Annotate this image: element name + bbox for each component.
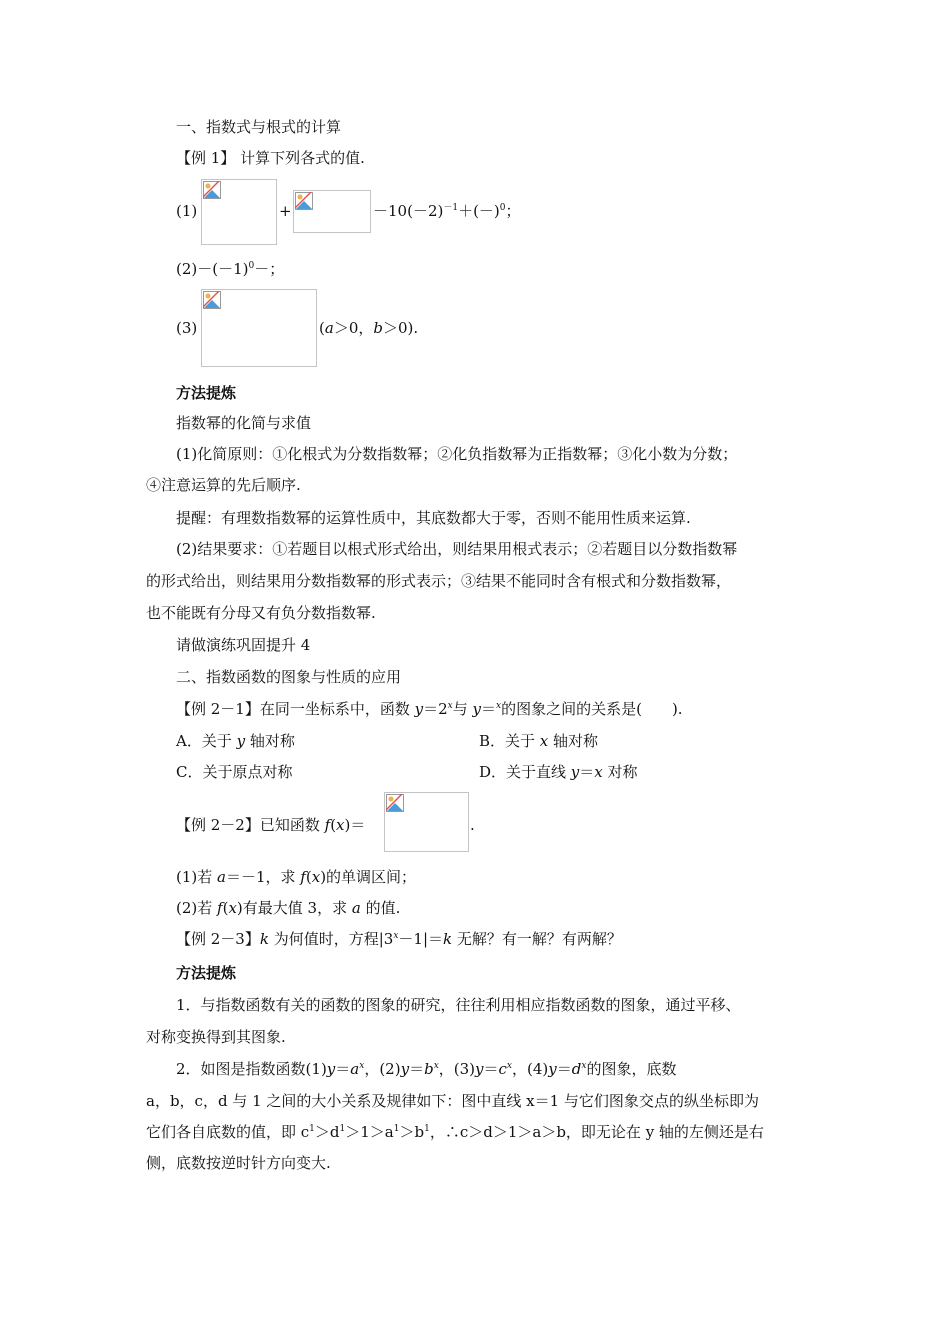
section-1-heading: 一、指数式与根式的计算 bbox=[176, 118, 342, 136]
ex1-part1-tail: $-10(-2)^{-1}+(-)^0$； bbox=[373, 202, 521, 220]
method-2-line-4: a，b，c，d 与 1 之间的大小关系及规律如下：图中直线 x＝1 与它们图象交点的纵坐标即为 bbox=[146, 1092, 759, 1110]
method-2-line-3: 2．如图是指数函数$(1)y=a^x$，$(2)y=b^x$，$(3)y=c^x$，$(4)y=d^x$的图象，底数 bbox=[176, 1060, 677, 1078]
practice-note-1: 请做演练巩固提升 4 bbox=[176, 636, 311, 654]
ex22-question-2: (2)若 f(x)有最大值 3，求 a 的值. bbox=[176, 899, 401, 917]
option-a: A．关于 y 轴对称 bbox=[176, 732, 295, 750]
method-2-title: 方法提炼 bbox=[176, 964, 237, 982]
formula-image bbox=[201, 179, 277, 245]
broken-image-icon bbox=[203, 291, 221, 309]
ex1-part1-label: (1) bbox=[176, 202, 198, 220]
method-2-line-6: 侧，底数按逆时针方向变大. bbox=[146, 1154, 331, 1172]
method-2-line-2: 对称变换得到其图象. bbox=[146, 1028, 286, 1046]
broken-image-icon bbox=[295, 192, 313, 210]
broken-image-icon bbox=[203, 181, 221, 199]
formula-image bbox=[293, 190, 371, 233]
formula-image bbox=[384, 792, 469, 852]
method-1-line-6: 也不能既有分母又有负分数指数幂. bbox=[146, 604, 376, 622]
example-1-title: 【例 1】 计算下列各式的值. bbox=[176, 149, 365, 167]
option-c: C．关于原点对称 bbox=[176, 763, 293, 781]
method-1-line-2: ④注意运算的先后顺序. bbox=[146, 476, 301, 494]
method-1-line-4: (2)结果要求：①若题目以根式形式给出，则结果用根式表示；②若题目以分数指数幂 bbox=[176, 540, 738, 558]
option-d: D．关于直线 y＝x 对称 bbox=[479, 763, 638, 781]
ex1-part3-label: (3) bbox=[176, 319, 198, 337]
method-1-title: 方法提炼 bbox=[176, 384, 237, 402]
formula-image bbox=[201, 289, 317, 367]
broken-image-icon bbox=[386, 794, 404, 812]
ex1-part2: $(2)-(-1)^0-$； bbox=[176, 260, 285, 278]
example-2-2: 【例 2－2】已知函数 f(x)＝ bbox=[176, 816, 366, 834]
ex1-part3-condition: (a＞0，b＞0). bbox=[319, 319, 419, 337]
ex22-question-1: (1)若 a＝－1，求 f(x)的单调区间； bbox=[176, 868, 417, 886]
ex22-period: . bbox=[470, 816, 475, 834]
method-1-subtitle: 指数幂的化简与求值 bbox=[176, 414, 312, 432]
example-2-3: 【例 2－3】k 为何值时，方程$|3^x-1|=k$ 无解？有一解？有两解？ bbox=[176, 930, 622, 948]
section-2-heading: 二、指数函数的图象与性质的应用 bbox=[176, 668, 402, 686]
method-2-line-1: 1．与指数函数有关的函数的图象的研究，往往利用相应指数函数的图象，通过平移、 bbox=[176, 996, 741, 1014]
example-2-1: 【例 2－1】在同一坐标系中，函数 $y=2^x$与 y＝$^x$的图象之间的关系是( ). bbox=[176, 700, 683, 718]
option-b: B．关于 x 轴对称 bbox=[479, 732, 599, 750]
method-1-line-1: (1)化简原则：①化根式为分数指数幂；②化负指数幂为正指数幂；③化小数为分数； bbox=[176, 445, 738, 463]
method-1-line-5: 的形式给出，则结果用分数指数幂的形式表示；③结果不能同时含有根式和分数指数幂， bbox=[146, 572, 732, 590]
plus-sign: + bbox=[279, 202, 292, 220]
method-2-line-5: 它们各自底数的值，即 $c^1>d^1>1>a^1>b^1$，∴c＞d＞1＞a＞b，即无论在 y 轴的左侧还是右 bbox=[146, 1123, 764, 1141]
method-1-reminder: 提醒：有理数指数幂的运算性质中，其底数都大于零，否则不能用性质来运算. bbox=[176, 509, 691, 527]
